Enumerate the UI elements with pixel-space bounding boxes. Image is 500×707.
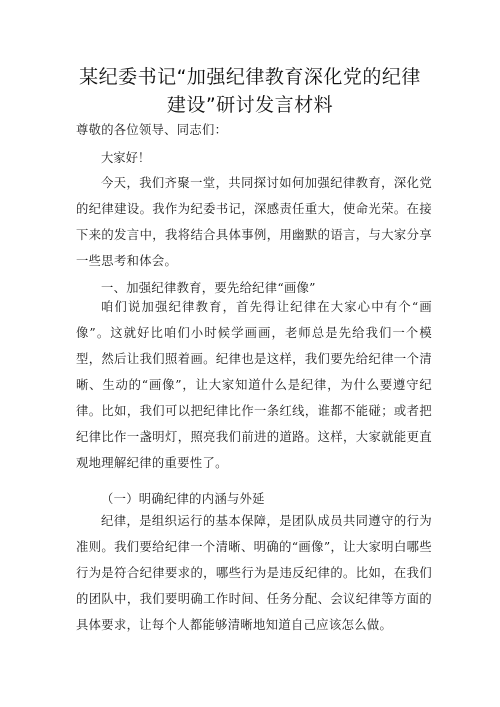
subsection-1-heading: （一）明确纪律的内涵与外延 [101,492,265,506]
intro-paragraph: 今天，我们齐聚一堂，共同探讨如何加强纪律教育，深化党的纪律建设。我作为纪委书记，深感责任重大，使命光荣。在接下来的发言中，我将结合具体事例，用幽默的语言，与大家分享一些思考和体会。 [76,176,432,268]
document-title-line-1: 某纪委书记“加强纪律教育深化党的纪律 [79,66,421,88]
salutation: 尊敬的各位领导、同志们： [76,123,228,137]
section-1-heading: 一、加强纪律教育，要先给纪律“画像” [101,281,316,295]
document-title-line-2: 建设”研讨发言材料 [166,94,334,116]
section-1-paragraph: 咱们说加强纪律教育，首先得让纪律在大家心中有个“画像”。这就好比咱们小时候学画画，老师总是先给我们一个模型，然后让我们照着画。纪律也是这样，我们要先给纪律一个清晰、生动的“画像”，让大家知道什么是纪律，为什么要遵守纪律。比如，我们可以把纪律比作一条红线，谁都不能碰；或者把纪律比作一盏明灯，照亮我们前进的道路。这样，大家就能更直观地理解纪律的重要性了。 [76,300,432,470]
greeting: 大家好！ [101,151,151,165]
subsection-1-paragraph: 纪律，是组织运行的基本保障，是团队成员共同遵守的行为准则。我们要给纪律一个清晰、明确的“画像”，让大家明白哪些行为是符合纪律要求的，哪些行为是违反纪律的。比如，在我们的团队中，我们要明确工作时间、任务分配、会议纪律等方面的具体要求，让每个人都能够清晰地知道自己应该怎么做。 [76,514,432,632]
